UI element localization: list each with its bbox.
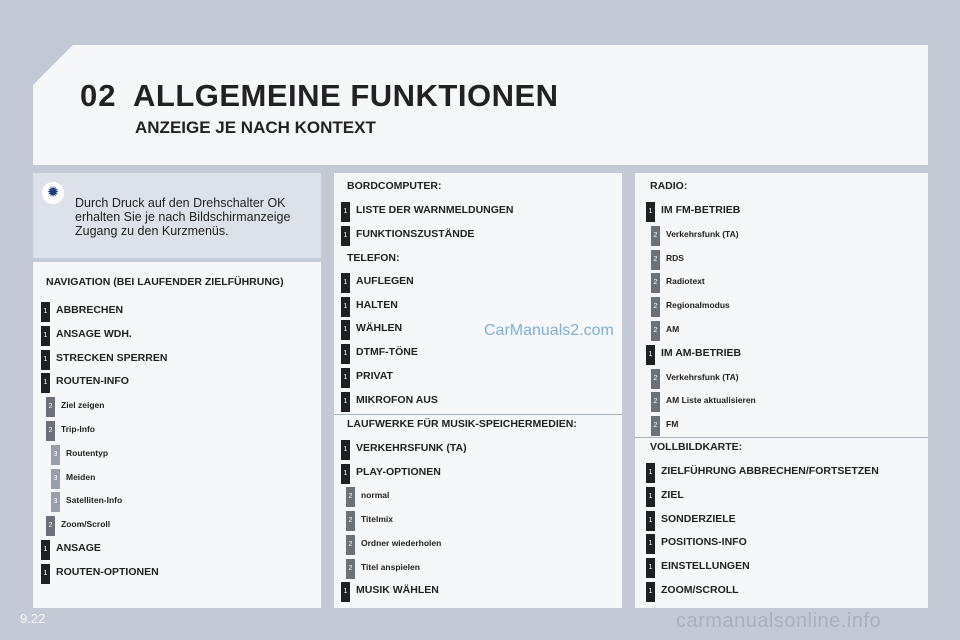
level-badge: 1 <box>341 464 350 484</box>
level-badge: 1 <box>646 582 655 602</box>
menu-item-label: Titel anspielen <box>361 562 420 572</box>
menu-item-label: Zoom/Scroll <box>61 519 111 529</box>
level-badge: 1 <box>341 440 350 460</box>
menu-item-label: LISTE DER WARNMELDUNGEN <box>356 204 514 216</box>
level-badge: 1 <box>341 582 350 602</box>
menu-item-label: ANSAGE WDH. <box>56 328 132 340</box>
level-badge: 1 <box>341 297 350 317</box>
menu-item-label: FUNKTIONSZUSTÄNDE <box>356 228 475 240</box>
menu-item-label: POSITIONS-INFO <box>661 536 747 548</box>
menu-item-label: AM Liste aktualisieren <box>666 395 756 405</box>
menu-item-label: SONDERZIELE <box>661 513 736 525</box>
level-badge: 2 <box>651 297 660 317</box>
level-badge: 1 <box>341 368 350 388</box>
menu-item-label: Radiotext <box>666 276 705 286</box>
footer-watermark: carmanualsonline.info <box>676 610 882 632</box>
level-badge: 2 <box>651 226 660 246</box>
info-line: erhalten Sie je nach Bildschirmanzeige <box>75 210 291 224</box>
level-badge: 2 <box>651 392 660 412</box>
menu-item-label: Ziel zeigen <box>61 400 105 410</box>
menu-item-label: ZOOM/SCROLL <box>661 584 739 596</box>
menu-item-label: ZIELFÜHRUNG ABBRECHEN/FORTSETZEN <box>661 465 879 477</box>
level-badge: 1 <box>646 511 655 531</box>
level-badge: 1 <box>41 326 50 346</box>
menu-item-label: HALTEN <box>356 299 398 311</box>
level-badge: 3 <box>51 492 60 512</box>
level-badge: 2 <box>651 416 660 436</box>
menu-item-label: IM FM-BETRIEB <box>661 204 741 216</box>
level-badge: 3 <box>51 445 60 465</box>
menu-item-label: Titelmix <box>361 514 393 524</box>
menu-item-label: Regionalmodus <box>666 300 730 310</box>
level-badge: 1 <box>341 273 350 293</box>
level-badge: 1 <box>341 202 350 222</box>
bordcomputer-heading: BORDCOMPUTER: <box>347 180 442 192</box>
level-badge: 1 <box>341 392 350 412</box>
menu-item-label: PLAY-OPTIONEN <box>356 466 441 478</box>
menu-item-label: VERKEHRSFUNK (TA) <box>356 442 467 454</box>
menu-item-label: Verkehrsfunk (TA) <box>666 229 739 239</box>
menu-item-label: PRIVAT <box>356 370 393 382</box>
level-badge: 2 <box>346 535 355 555</box>
menu-item-label: ZIEL <box>661 489 684 501</box>
level-badge: 2 <box>651 321 660 341</box>
menu-item-label: IM AM-BETRIEB <box>661 347 742 359</box>
telefon-heading: TELEFON: <box>347 252 400 264</box>
menu-item-label: Meiden <box>66 472 96 482</box>
menu-item-label: Verkehrsfunk (TA) <box>666 372 739 382</box>
info-line: Durch Druck auf den Drehschalter OK <box>75 196 286 210</box>
watermark: CarManuals2.com <box>484 322 614 339</box>
level-badge: 1 <box>646 463 655 483</box>
level-badge: 1 <box>41 350 50 370</box>
menu-item-label: normal <box>361 490 390 500</box>
menu-item-label: ROUTEN-INFO <box>56 375 129 387</box>
menu-item-label: ROUTEN-OPTIONEN <box>56 566 159 578</box>
menu-item-label: Satelliten-Info <box>66 495 123 505</box>
level-badge: 1 <box>646 534 655 554</box>
vollbildkarte-heading: VOLLBILDKARTE: <box>650 441 743 453</box>
level-badge: 1 <box>341 320 350 340</box>
chapter-number: 02 <box>80 78 117 113</box>
divider <box>635 437 928 438</box>
level-badge: 1 <box>41 564 50 584</box>
level-badge: 1 <box>341 344 350 364</box>
navigation-heading: NAVIGATION (BEI LAUFENDER ZIELFÜHRUNG) <box>46 276 284 288</box>
menu-item-label: Ordner wiederholen <box>361 538 442 548</box>
level-badge: 1 <box>646 558 655 578</box>
menu-item-label: STRECKEN SPERREN <box>56 352 168 364</box>
level-badge: 2 <box>651 369 660 389</box>
level-badge: 1 <box>341 226 350 246</box>
menu-item-label: EINSTELLUNGEN <box>661 560 750 572</box>
menu-item-label: DTMF-TÖNE <box>356 346 418 358</box>
level-badge: 1 <box>41 540 50 560</box>
menu-item-label: RDS <box>666 253 684 263</box>
level-badge: 1 <box>646 487 655 507</box>
page-subtitle: ANZEIGE JE NACH KONTEXT <box>135 118 376 137</box>
level-badge: 1 <box>646 202 655 222</box>
level-badge: 1 <box>646 345 655 365</box>
laufwerke-heading: LAUFWERKE FÜR MUSIK-SPEICHERMEDIEN: <box>347 418 577 430</box>
menu-item-label: Routentyp <box>66 448 109 458</box>
level-badge: 1 <box>41 302 50 322</box>
level-badge: 2 <box>346 511 355 531</box>
level-badge: 2 <box>651 250 660 270</box>
page-number: 9.22 <box>20 611 46 626</box>
menu-item-label: Trip-Info <box>61 424 95 434</box>
level-badge: 2 <box>346 487 355 507</box>
level-badge: 2 <box>46 421 55 441</box>
level-badge: 2 <box>46 397 55 417</box>
info-text <box>75 196 315 238</box>
level-badge: 2 <box>346 559 355 579</box>
info-line: Zugang zu den Kurzmenüs. <box>75 224 229 238</box>
menu-item-label: AM <box>666 324 680 334</box>
level-badge: 3 <box>51 469 60 489</box>
level-badge: 1 <box>41 373 50 393</box>
level-badge: 2 <box>651 273 660 293</box>
menu-item-label: MUSIK WÄHLEN <box>356 584 439 596</box>
menu-item-label: AUFLEGEN <box>356 275 414 287</box>
menu-item-label: FM <box>666 419 679 429</box>
menu-item-label: ABBRECHEN <box>56 304 124 316</box>
level-badge: 2 <box>46 516 55 536</box>
page-title: ALLGEMEINE FUNKTIONEN <box>133 78 559 113</box>
divider <box>334 414 622 415</box>
menu-item-label: WÄHLEN <box>356 322 403 334</box>
info-sun-icon: ✹ <box>42 182 64 204</box>
radio-heading: RADIO: <box>650 180 688 192</box>
menu-item-label: ANSAGE <box>56 542 101 554</box>
menu-item-label: MIKROFON AUS <box>356 394 438 406</box>
